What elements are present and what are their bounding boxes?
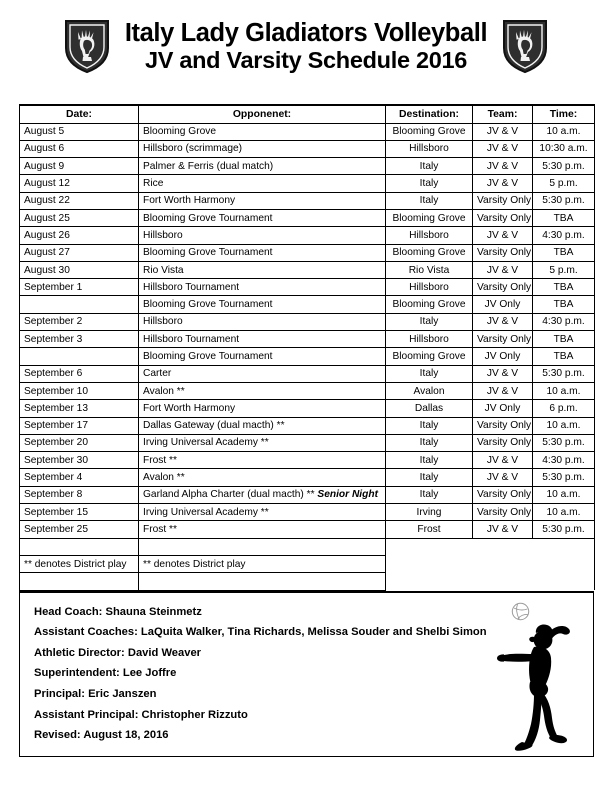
cell-destination: Italy: [386, 313, 473, 330]
cell-date: [20, 296, 139, 313]
cell-date: September 30: [20, 452, 139, 469]
cell-destination: Italy: [386, 158, 473, 175]
cell-opponent: Hillsboro Tournament: [139, 331, 386, 348]
cell-team: Varsity Only: [473, 504, 533, 521]
cell-destination: Rio Vista: [386, 261, 473, 278]
table-row: [20, 296, 595, 313]
footnote-row: [20, 573, 595, 590]
footnote-row: [20, 538, 595, 555]
cell-footnote-opponent: ** denotes District play: [139, 555, 386, 572]
cell-opponent: Blooming Grove Tournament: [139, 209, 386, 226]
cell-opponent: Carter: [139, 365, 386, 382]
cell-time: TBA: [533, 244, 595, 261]
cell-opponent: Avalon **: [139, 382, 386, 399]
credit-line: Principal: Eric Janszen: [34, 687, 157, 700]
footnote-row: [20, 555, 595, 572]
cell-opponent: Hillsboro: [139, 313, 386, 330]
credits-block: [19, 591, 594, 757]
table-row: [20, 140, 595, 157]
cell-team: JV & V: [473, 313, 533, 330]
cell-team: JV & V: [473, 261, 533, 278]
cell-date: August 30: [20, 261, 139, 278]
column-header-opponent: Opponenet:: [139, 105, 386, 123]
cell-time: 10 a.m.: [533, 123, 595, 140]
cell-opponent: Frost **: [139, 452, 386, 469]
cell-destination: Italy: [386, 486, 473, 503]
cell-opponent: Rice: [139, 175, 386, 192]
table-row: [20, 382, 595, 399]
cell-destination: Hillsboro: [386, 227, 473, 244]
cell-team: Varsity Only: [473, 209, 533, 226]
table-header-row: [20, 105, 595, 123]
table-row: [20, 469, 595, 486]
title-block: [125, 20, 487, 72]
cell-destination: Blooming Grove: [386, 296, 473, 313]
cell-date: [20, 348, 139, 365]
table-row: [20, 400, 595, 417]
table-row: [20, 209, 595, 226]
cell-destination: Italy: [386, 434, 473, 451]
cell-opponent: Hillsboro: [139, 227, 386, 244]
cell-time: 5:30 p.m.: [533, 365, 595, 382]
cell-team: Varsity Only: [473, 331, 533, 348]
senior-night-label: Senior Night: [314, 489, 378, 501]
cell-opponent: Palmer & Ferris (dual match): [139, 158, 386, 175]
cell-time: TBA: [533, 209, 595, 226]
cell-time: TBA: [533, 279, 595, 296]
table-row: [20, 417, 595, 434]
cell-time: 5:30 p.m.: [533, 158, 595, 175]
cell-destination: Hillsboro: [386, 140, 473, 157]
cell-date: September 4: [20, 469, 139, 486]
cell-time: 5:30 p.m.: [533, 434, 595, 451]
cell-destination: Italy: [386, 365, 473, 382]
cell-date: August 9: [20, 158, 139, 175]
cell-opponent: Blooming Grove Tournament: [139, 296, 386, 313]
cell-team: Varsity Only: [473, 192, 533, 209]
column-header-team: Team:: [473, 105, 533, 123]
schedule-table: [19, 104, 595, 591]
cell-destination: Italy: [386, 469, 473, 486]
cell-date: September 10: [20, 382, 139, 399]
cell-team: JV & V: [473, 469, 533, 486]
cell-team: JV & V: [473, 365, 533, 382]
cell-date: September 8: [20, 486, 139, 503]
cell-footnote-blank: [386, 573, 595, 590]
cell-date: September 13: [20, 400, 139, 417]
cell-date: August 25: [20, 209, 139, 226]
cell-team: Varsity Only: [473, 417, 533, 434]
cell-team: Varsity Only: [473, 434, 533, 451]
cell-date: September 15: [20, 504, 139, 521]
cell-team: JV & V: [473, 158, 533, 175]
table-row: [20, 123, 595, 140]
cell-time: 5 p.m.: [533, 261, 595, 278]
cell-opponent: Hillsboro Tournament: [139, 279, 386, 296]
cell-opponent: Avalon **: [139, 469, 386, 486]
cell-destination: Hillsboro: [386, 279, 473, 296]
cell-time: 4:30 p.m.: [533, 313, 595, 330]
cell-team: JV Only: [473, 348, 533, 365]
cell-destination: Dallas: [386, 400, 473, 417]
cell-date: September 20: [20, 434, 139, 451]
table-row: [20, 192, 595, 209]
cell-team: JV & V: [473, 140, 533, 157]
table-row: [20, 244, 595, 261]
cell-time: TBA: [533, 348, 595, 365]
table-row: [20, 261, 595, 278]
cell-time: 5:30 p.m.: [533, 192, 595, 209]
table-row: [20, 331, 595, 348]
cell-footnote-blank: [386, 538, 595, 555]
cell-date: September 1: [20, 279, 139, 296]
cell-opponent: Fort Worth Harmony: [139, 192, 386, 209]
cell-team: JV & V: [473, 123, 533, 140]
cell-destination: Blooming Grove: [386, 244, 473, 261]
cell-team: JV Only: [473, 400, 533, 417]
cell-opponent: Garland Alpha Charter (dual macth) ** Senior Night: [139, 486, 386, 503]
cell-date: September 17: [20, 417, 139, 434]
cell-opponent: Irving Universal Academy **: [139, 504, 386, 521]
cell-destination: Blooming Grove: [386, 123, 473, 140]
credit-line: Athletic Director: David Weaver: [34, 646, 202, 659]
table-row: [20, 313, 595, 330]
credit-line: Superintendent: Lee Joffre: [34, 667, 177, 680]
page-subtitle: JV and Varsity Schedule 2016: [144, 46, 468, 73]
cell-date: August 6: [20, 140, 139, 157]
cell-team: JV & V: [473, 521, 533, 538]
cell-date: September 3: [20, 331, 139, 348]
cell-date: September 6: [20, 365, 139, 382]
cell-date: August 5: [20, 123, 139, 140]
table-row: [20, 158, 595, 175]
credit-line: Head Coach: Shauna Steinmetz: [34, 605, 202, 618]
table-row: [20, 452, 595, 469]
table-row: [20, 227, 595, 244]
cell-opponent: Fort Worth Harmony: [139, 400, 386, 417]
cell-date: August 26: [20, 227, 139, 244]
table-body: [20, 123, 595, 590]
table-header: [20, 105, 595, 123]
cell-footnote-date: ** denotes District play: [20, 555, 139, 572]
table-row: [20, 348, 595, 365]
cell-team: JV Only: [473, 296, 533, 313]
cell-time: 10 a.m.: [533, 417, 595, 434]
schedule-table-wrapper: [19, 104, 594, 757]
cell-opponent: Dallas Gateway (dual macth) **: [139, 417, 386, 434]
cell-opponent: Blooming Grove Tournament: [139, 348, 386, 365]
gladiator-shield-logo-left: [63, 18, 111, 74]
cell-date: August 22: [20, 192, 139, 209]
table-row: [20, 486, 595, 503]
cell-destination: Italy: [386, 192, 473, 209]
cell-opponent: Blooming Grove: [139, 123, 386, 140]
cell-team: Varsity Only: [473, 486, 533, 503]
page-header: [0, 0, 612, 82]
cell-opponent: Blooming Grove Tournament: [139, 244, 386, 261]
cell-destination: Italy: [386, 175, 473, 192]
cell-footnote-opponent: [139, 573, 386, 590]
credit-line: Revised: August 18, 2016: [34, 729, 169, 742]
credit-line: Assistant Coaches: LaQuita Walker, Tina Richards, Melissa Souder and Shelbi Simon: [34, 626, 487, 639]
cell-time: TBA: [533, 331, 595, 348]
cell-time: 5:30 p.m.: [533, 469, 595, 486]
cell-opponent: Irving Universal Academy **: [139, 434, 386, 451]
cell-team: JV & V: [473, 175, 533, 192]
cell-date: September 25: [20, 521, 139, 538]
column-header-time: Time:: [533, 105, 595, 123]
cell-time: 4:30 p.m.: [533, 227, 595, 244]
table-row: [20, 279, 595, 296]
cell-time: 4:30 p.m.: [533, 452, 595, 469]
cell-destination: Blooming Grove: [386, 209, 473, 226]
cell-footnote-date: [20, 538, 139, 555]
cell-destination: Hillsboro: [386, 331, 473, 348]
cell-date: August 12: [20, 175, 139, 192]
column-header-destination: Destination:: [386, 105, 473, 123]
cell-time: TBA: [533, 296, 595, 313]
table-row: [20, 521, 595, 538]
cell-team: Varsity Only: [473, 279, 533, 296]
cell-time: 10:30 a.m.: [533, 140, 595, 157]
cell-time: 5:30 p.m.: [533, 521, 595, 538]
page-title: Italy Lady Gladiators Volleyball: [124, 19, 488, 48]
cell-destination: Blooming Grove: [386, 348, 473, 365]
table-row: [20, 365, 595, 382]
volleyball-player-silhouette: [493, 620, 579, 752]
cell-footnote-blank: [386, 555, 595, 572]
cell-opponent: Frost **: [139, 521, 386, 538]
column-header-date: Date:: [20, 105, 139, 123]
cell-destination: Frost: [386, 521, 473, 538]
cell-date: September 2: [20, 313, 139, 330]
table-row: [20, 504, 595, 521]
cell-time: 10 a.m.: [533, 486, 595, 503]
table-row: [20, 175, 595, 192]
cell-team: JV & V: [473, 227, 533, 244]
cell-opponent: Rio Vista: [139, 261, 386, 278]
cell-destination: Avalon: [386, 382, 473, 399]
cell-destination: Italy: [386, 452, 473, 469]
cell-time: 10 a.m.: [533, 382, 595, 399]
cell-date: August 27: [20, 244, 139, 261]
cell-footnote-opponent: [139, 538, 386, 555]
cell-footnote-date: [20, 573, 139, 590]
cell-team: Varsity Only: [473, 244, 533, 261]
gladiator-shield-logo-right: [501, 18, 549, 74]
cell-team: JV & V: [473, 382, 533, 399]
cell-opponent: Hillsboro (scrimmage): [139, 140, 386, 157]
cell-time: 6 p.m.: [533, 400, 595, 417]
cell-team: JV & V: [473, 452, 533, 469]
credit-line: Assistant Principal: Christopher Rizzuto: [34, 708, 248, 721]
table-row: [20, 434, 595, 451]
cell-destination: Italy: [386, 417, 473, 434]
volleyball-icon: [511, 602, 530, 621]
cell-destination: Irving: [386, 504, 473, 521]
cell-time: 10 a.m.: [533, 504, 595, 521]
cell-time: 5 p.m.: [533, 175, 595, 192]
